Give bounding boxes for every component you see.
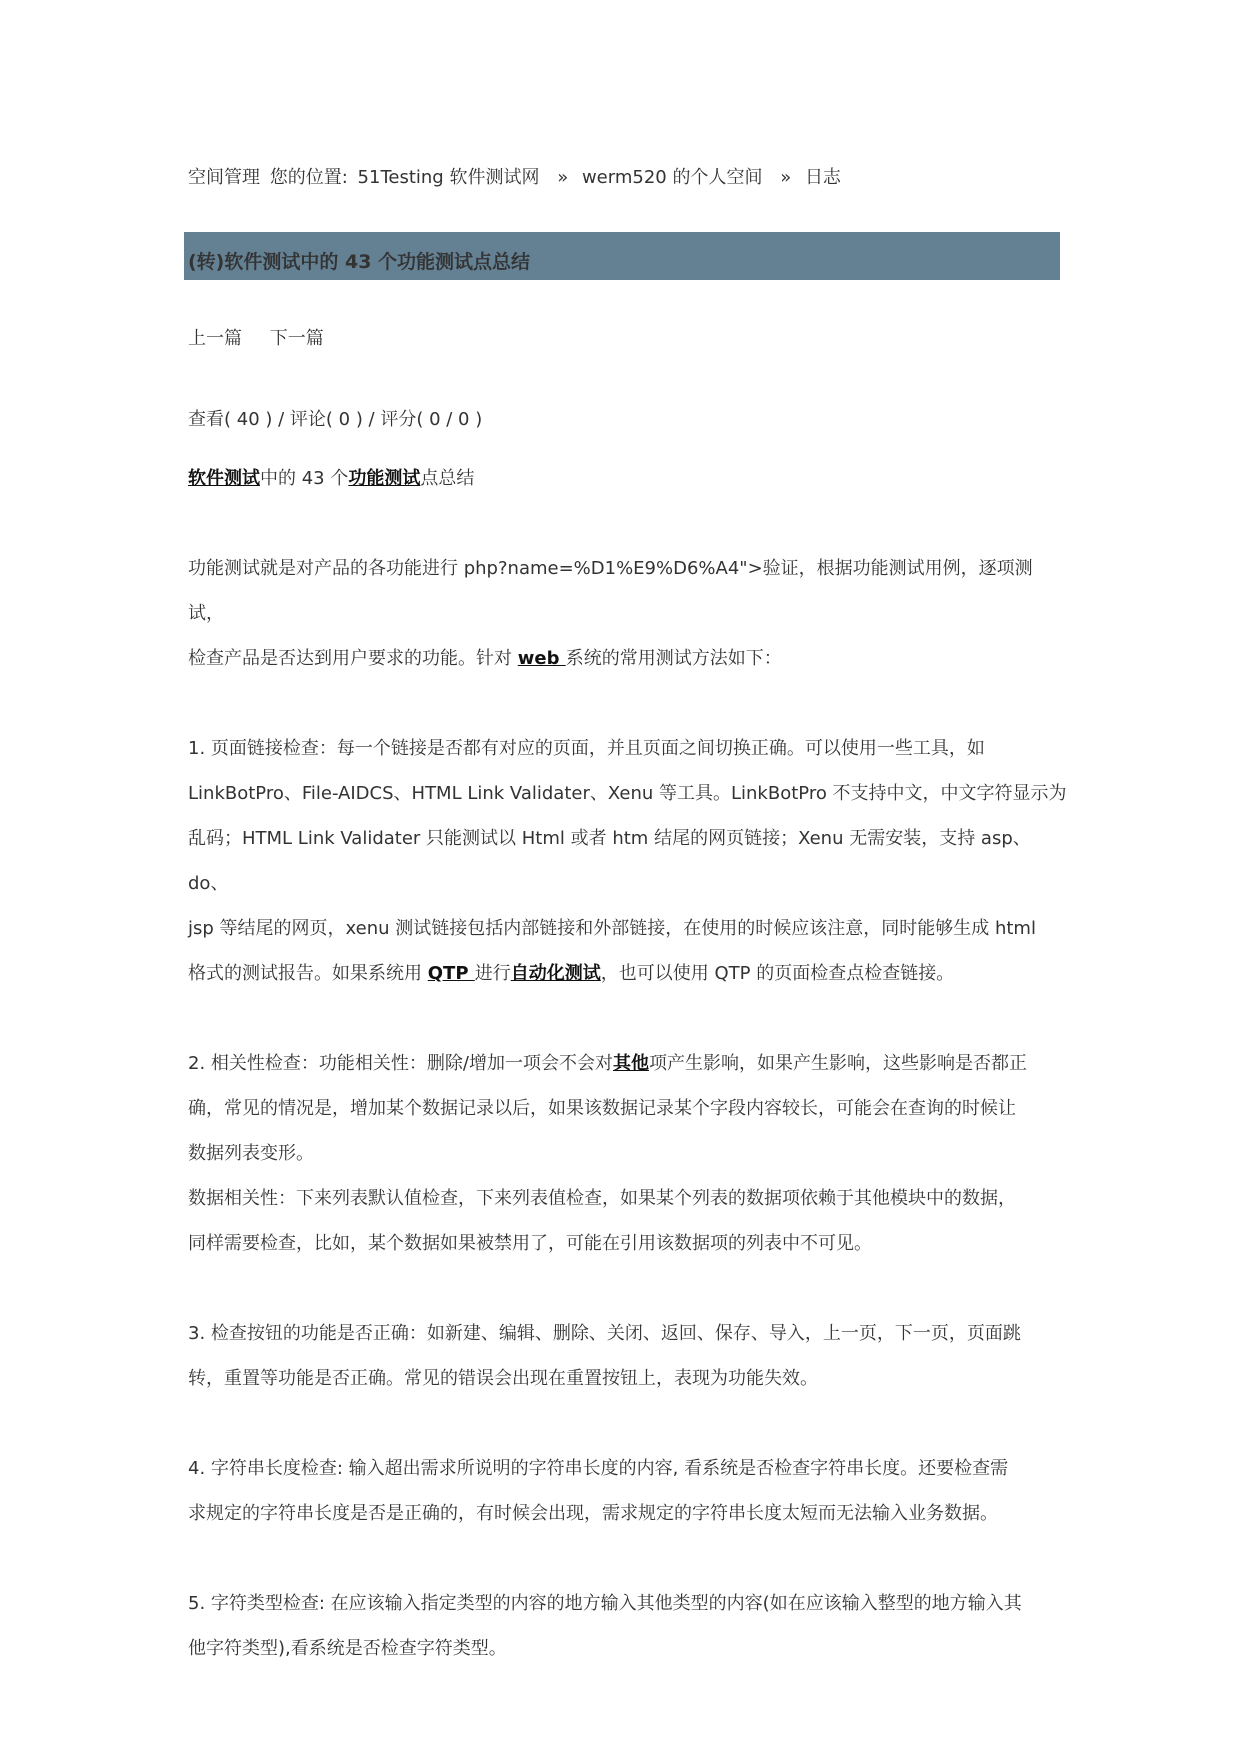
breadcrumb	[188, 163, 845, 189]
next-article-link[interactable]: 下一篇	[269, 328, 324, 349]
breadcrumb-separator: »	[557, 167, 569, 188]
position-label: 您的位置:	[269, 167, 348, 188]
body-line: 数据列表变形。	[188, 1143, 314, 1164]
body-line: 同样需要检查，比如，某个数据如果被禁用了，可能在引用该数据项的列表中不可见。	[188, 1233, 872, 1254]
keyword-link[interactable]: 软件测试	[188, 468, 260, 489]
body-line: 转，重置等功能是否正确。常见的错误会出现在重置按钮上，表现为功能失效。	[188, 1368, 818, 1389]
article-body	[188, 546, 1068, 1671]
body-line: 5. 字符类型检查: 在应该输入指定类型的内容的地方输入其他类型的内容(如在应该输入整型的地方输入其	[188, 1593, 1022, 1614]
article-nav	[188, 324, 346, 350]
body-line: 功能测试就是对产品的各功能进行 php?name=%D1%E9%D6%A4">验证，根据功能测试用例，逐项测试，	[188, 558, 1033, 624]
keyword-link[interactable]: QTP	[427, 963, 475, 984]
body-line: 数据相关性：下来列表默认值检查，下来列表值检查，如果某个列表的数据项依赖于其他模块中的数据，	[188, 1188, 1016, 1209]
space-manage-link[interactable]: 空间管理	[188, 167, 260, 188]
keyword-link[interactable]: web	[517, 648, 566, 669]
breadcrumb-separator: »	[780, 167, 792, 188]
breadcrumb-site-link[interactable]: 51Testing 软件测试网	[357, 167, 540, 188]
article-title: (转)软件测试中的 43 个功能测试点总结	[188, 250, 531, 273]
body-line: 4. 字符串长度检查: 输入超出需求所说明的字符串长度的内容, 看系统是否检查字符串长度。还要检查需	[188, 1458, 1009, 1479]
breadcrumb-user-space-link[interactable]: werm520 的个人空间	[581, 167, 763, 188]
body-line: 确，常见的情况是，增加某个数据记录以后，如果该数据记录某个字段内容较长，可能会在查询的时候让	[188, 1098, 1016, 1119]
keyword-link[interactable]: 其他	[612, 1053, 649, 1074]
body-line: 他字符类型),看系统是否检查字符类型。	[188, 1638, 507, 1659]
body-line: 乱码；HTML Link Validater 只能测试以 Html 或者 htm 结尾的网页链接；Xenu 无需安装，支持 asp、do、	[188, 828, 1031, 894]
body-line: 格式的测试报告。如果系统用 QTP 进行自动化测试，也可以使用 QTP 的页面检查点检查链接。	[188, 963, 955, 984]
article-subtitle	[188, 464, 474, 490]
body-line: 检查产品是否达到用户要求的功能。针对 web 系统的常用测试方法如下：	[188, 648, 782, 669]
body-line: 3. 检查按钮的功能是否正确：如新建、编辑、删除、关闭、返回、保存、导入，上一页，下一页，页面跳	[188, 1323, 1021, 1344]
body-line: 2. 相关性检查：功能相关性：删除/增加一项会不会对其他项产生影响，如果产生影响，这些影响是否都正	[188, 1053, 1027, 1074]
keyword-link[interactable]: 自动化测试	[510, 963, 601, 984]
body-line: 1. 页面链接检查：每一个链接是否都有对应的页面，并且页面之间切换正确。可以使用一些工具，如	[188, 738, 985, 759]
keyword-link[interactable]: 功能测试	[348, 468, 421, 489]
article-title-bar	[184, 232, 1060, 280]
article-stats: 查看( 40 ) / 评论( 0 ) / 评分( 0 / 0 )	[188, 409, 483, 430]
subtitle-text: 中的 43 个	[260, 468, 349, 489]
body-line: 求规定的字符串长度是否是正确的，有时候会出现，需求规定的字符串长度太短而无法输入业务数据。	[188, 1503, 998, 1524]
breadcrumb-log-link[interactable]: 日志	[804, 167, 841, 188]
subtitle-text: 点总结	[420, 468, 475, 489]
body-line: jsp 等结尾的网页，xenu 测试链接包括内部链接和外部链接，在使用的时候应该注意，同时能够生成 html	[188, 918, 1036, 939]
body-line: LinkBotPro、File-AIDCS、HTML Link Validater、Xenu 等工具。LinkBotPro 不支持中文，中文字符显示为	[188, 783, 1067, 804]
prev-article-link[interactable]: 上一篇	[188, 328, 242, 349]
